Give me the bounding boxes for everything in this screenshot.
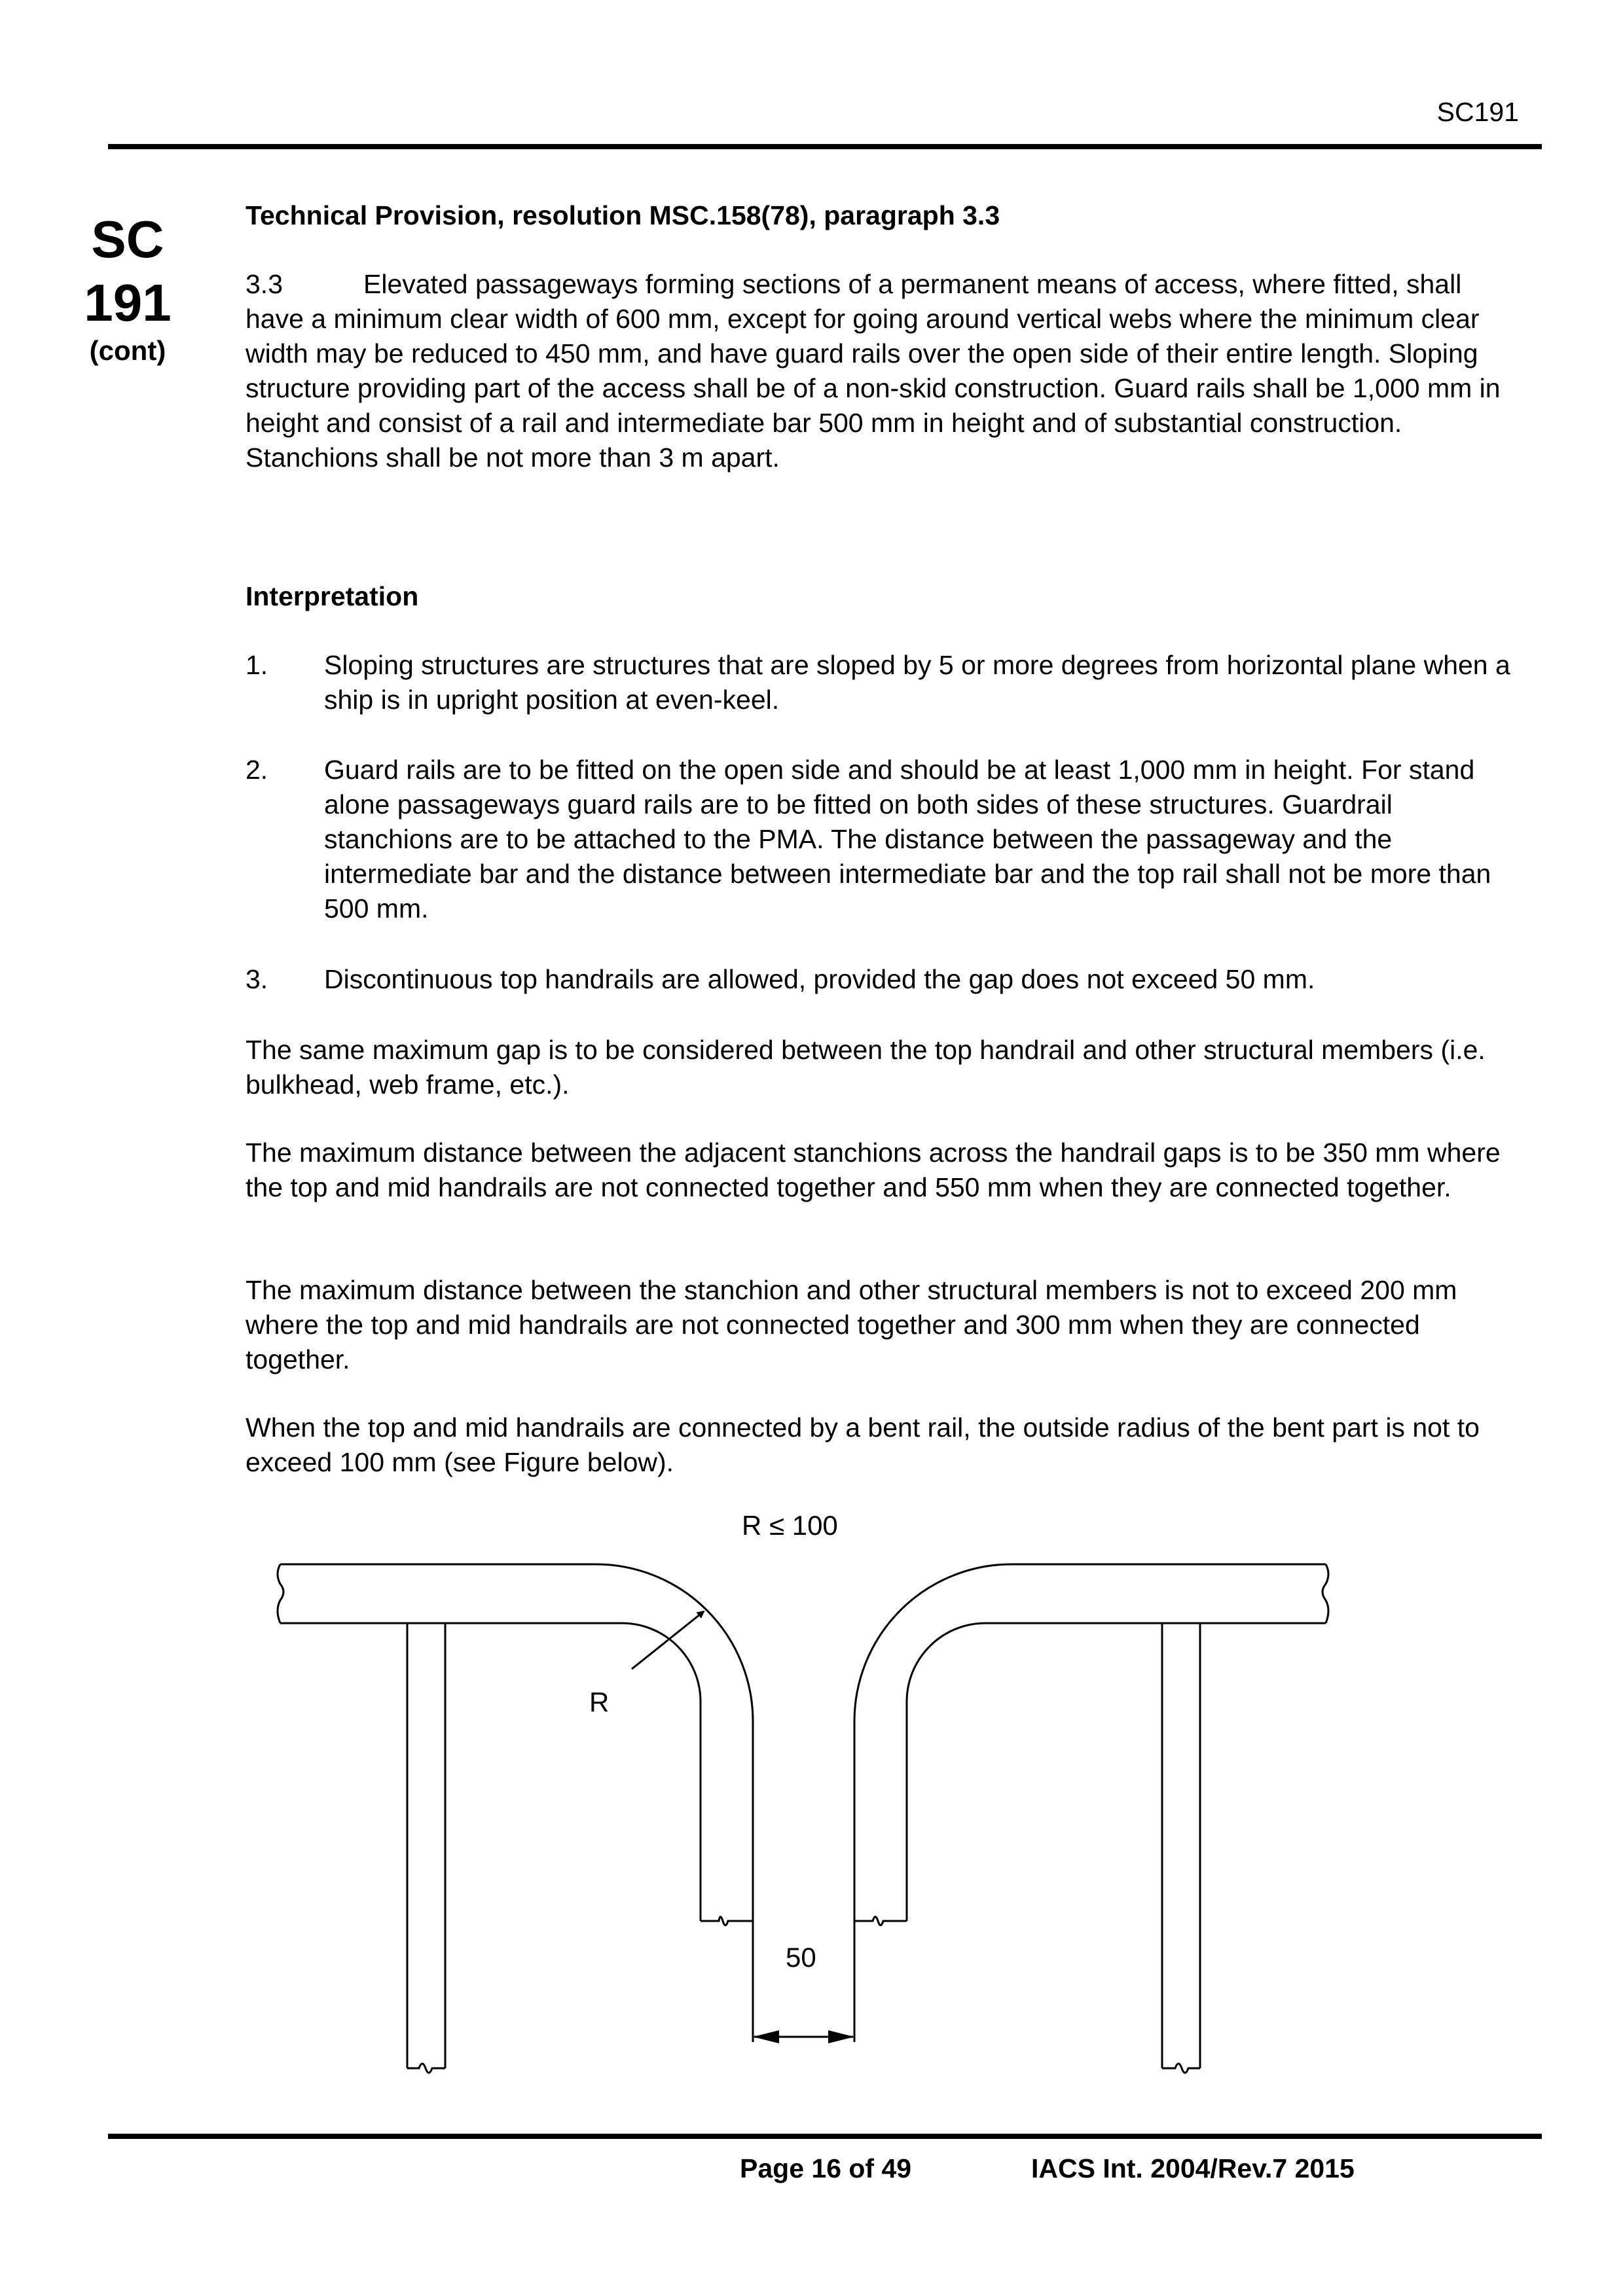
left-end-break xyxy=(278,1564,283,1623)
paragraph-gap: The same maximum gap is to be considered between the top handrail and other structural members (i.e. bulkhead, web frame, etc.). xyxy=(246,1035,1486,1100)
interpretation-heading: Interpretation xyxy=(246,581,419,611)
paragraph-bent-rail: When the top and mid handrails are connected by a bent rail, the outside radius of the bent part is not to exceed 100 mm (see Figure below). xyxy=(246,1412,1480,1477)
footer-rule xyxy=(108,2134,1542,2139)
side-cont: (cont) xyxy=(89,335,166,366)
right-rail-outer xyxy=(854,1564,1326,1921)
gap-label: 50 xyxy=(786,1942,816,1973)
r-label: R xyxy=(589,1687,610,1717)
right-end-break xyxy=(1322,1564,1328,1623)
item-3-text: Discontinuous top handrails are allowed, provided the gap does not exceed 50 mm. xyxy=(324,964,1315,994)
left-rail-bottom-break xyxy=(701,1917,753,1926)
item-1-text: Sloping structures are structures that are sloped by 5 or more degrees from horizontal plane when a ship is in upright position at even-keel. xyxy=(324,650,1510,715)
radius-arrow xyxy=(632,1611,704,1669)
side-number: 191 xyxy=(84,274,172,332)
paragraph-structural-members: The maximum distance between the stanchion and other structural members is not to exceed 200 mm where the top and mid handrails are not connected together and 300 mm when they are connected together. xyxy=(246,1275,1457,1374)
left-rail-outer xyxy=(280,1564,753,1921)
header-code: SC191 xyxy=(1436,97,1519,127)
section-heading: Technical Provision, resolution MSC.158(78), paragraph 3.3 xyxy=(246,200,1000,230)
left-stanchion-break xyxy=(407,2064,445,2073)
item-3-number: 3. xyxy=(246,964,268,994)
item-2-number: 2. xyxy=(246,755,268,785)
item-1-number: 1. xyxy=(246,650,268,680)
right-stanchion-break xyxy=(1162,2064,1200,2073)
footer-page: Page 16 of 49 xyxy=(740,2153,912,2183)
left-rail-inner xyxy=(280,1623,701,1921)
para-number: 3.3 xyxy=(246,269,283,299)
right-rail-bottom-break xyxy=(854,1917,907,1926)
right-rail-inner xyxy=(907,1623,1326,1921)
radius-label: R ≤ 100 xyxy=(742,1510,838,1541)
para-text: Elevated passageways forming sections of a permanent means of access, where fitted, shall have a minimum clear width of 600 mm, except for going around vertical webs where the minimum clear width may be reduced to 450 mm, and have guard rails over the open side of their entire length. Sloping structure providing part of the access shall be of a non-skid construction. Guard rails shall be 1,000 mm in height and consist of a rail and intermediate bar 500 mm in height and of substantial construction. Stanchions shall be not more than 3 m apart. xyxy=(246,269,1501,473)
item-2-text: Guard rails are to be fitted on the open side and should be at least 1,000 mm in height. For stand alone passageways guard rails are to be fitted on both sides of these structures. Guardrail stanchions are to be attached to the PMA. The distance between the passageway and the intermediate bar and the distance between intermediate bar and the top rail shall not be more than 500 mm. xyxy=(324,755,1491,924)
side-code: SC xyxy=(91,210,164,268)
paragraph-stanchion-gap: The maximum distance between the adjacent stanchions across the handrail gaps is to be 350 mm where the top and mid handrails are not connected together and 550 mm when they are connected together. xyxy=(246,1138,1501,1202)
footer-doc: IACS Int. 2004/Rev.7 2015 xyxy=(1031,2153,1355,2183)
